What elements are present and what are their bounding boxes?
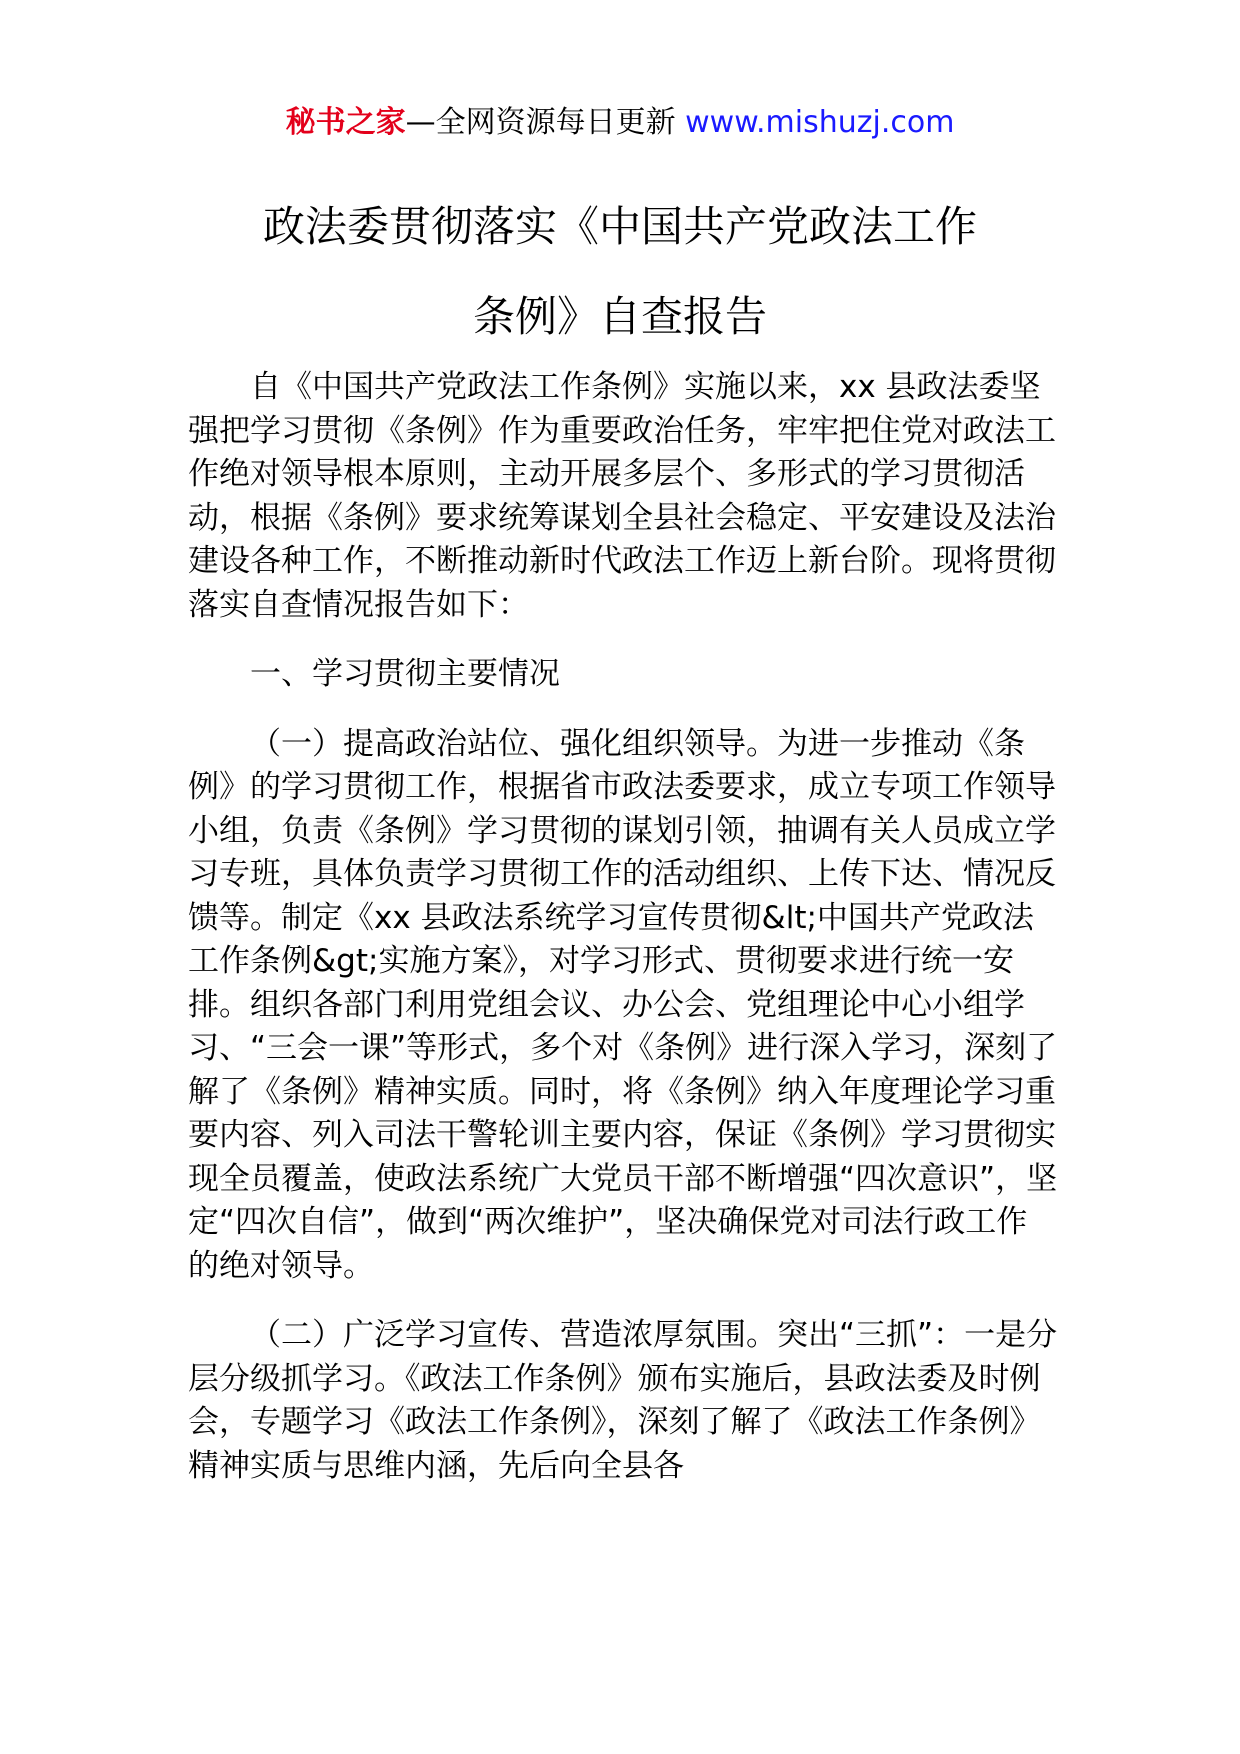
document-body [188, 366, 1058, 1514]
document-title-line-2: 条例》自查报告 [472, 292, 767, 341]
document-title-line-1: 政法委贯彻落实《中国共产党政法工作 [262, 202, 977, 251]
body-paragraph: （一）提高政治站位、强化组织领导。为进一步推动《条例》的学习贯彻工作，根据省市政法委要求，成立专项工作领导小组，负责《条例》学习贯彻的谋划引领，抽调有关人员成立学习专班，具体负责学习贯彻工作的活动组织、上传下达、情况反馈等。制定《xx 县政法系统学习宣传贯彻&lt;中国共产党政法工作条例&gt;实施方案》，对学习形式、贯彻要求进行统一安排。组织各部门利用党组会议、办公会、党组理论中心小组学习、“三会一课”等形式，多个对《条例》进行深入学习，深刻了解了《条例》精神实质。同时，将《条例》纳入年度理论学习重要内容、列入司法干警轮训主要内容，保证《条例》学习贯彻实现全员覆盖，使政法系统广大党员干部不断增强“四次意识”，坚定“四次自信”，做到“两次维护”，坚决确保党对司法行政工作的绝对领导。 [188, 725, 1058, 1284]
site-header [0, 103, 1240, 143]
section-heading: 一、学习贯彻主要情况 [250, 656, 560, 692]
site-url-link[interactable]: www.mishuzj.com [685, 105, 955, 140]
site-brand: 秘书之家 [285, 105, 406, 140]
intro-paragraph: 自《中国共产党政法工作条例》实施以来，xx 县政法委坚强把学习贯彻《条例》作为重要政治任务，牢牢把住党对政法工作绝对领导根本原则，主动开展多层个、多形式的学习贯彻活动，根据《条例》要求统筹谋划全县社会稳定、平安建设及法治建设各种工作，不断推动新时代政法工作迈上新台阶。现将贯彻落实自查情况报告如下： [188, 369, 1056, 623]
document-title [0, 182, 1240, 362]
site-tagline: —全网资源每日更新 [405, 105, 686, 140]
body-paragraph: （二）广泛学习宣传、营造浓厚氛围。突出“三抓”：一是分层分级抓学习。《政法工作条例》颁布实施后，县政法委及时例会，专题学习《政法工作条例》，深刻了解了《政法工作条例》精神实质与思维内涵，先后向全县各 [188, 1317, 1058, 1484]
